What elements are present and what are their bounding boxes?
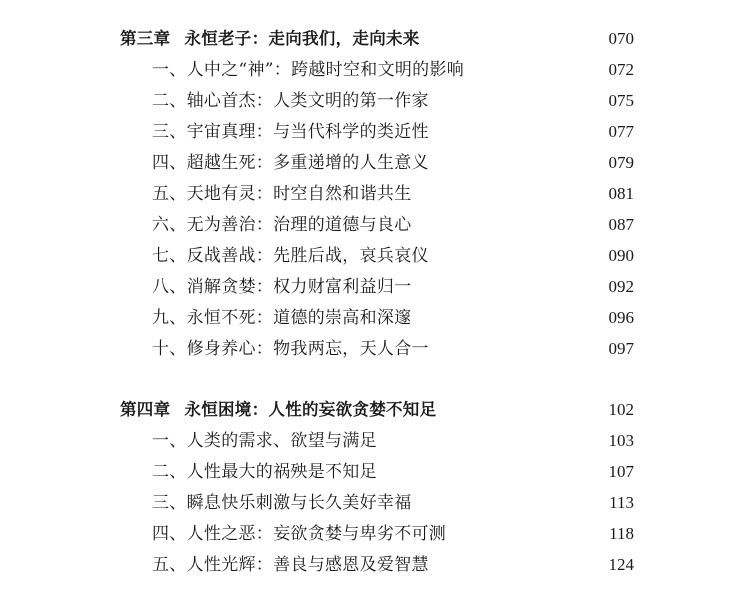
toc-entry[interactable] bbox=[0, 60, 750, 91]
chapter-title: 永恒困境：人性的妄欲贪婪不知足 bbox=[184, 400, 437, 419]
toc-entry[interactable] bbox=[0, 246, 750, 277]
toc-entry-title: 三、宇宙真理：与当代科学的类近性 bbox=[152, 122, 429, 142]
page-number: 096 bbox=[608, 308, 634, 327]
page-number: 107 bbox=[608, 462, 634, 481]
toc-entry-title: 五、天地有灵：时空自然和谐共生 bbox=[152, 184, 412, 204]
page-number: 090 bbox=[608, 246, 634, 265]
page-number: 097 bbox=[608, 339, 634, 358]
page-number: 113 bbox=[609, 493, 634, 512]
toc-entry[interactable] bbox=[0, 91, 750, 122]
page-number: 102 bbox=[608, 400, 634, 419]
toc-entry-title: 五、人性光辉：善良与感恩及爱智慧 bbox=[152, 555, 429, 575]
toc-entry-title: 九、永恒不死：道德的崇高和深邃 bbox=[152, 308, 412, 328]
toc-entry[interactable] bbox=[0, 339, 750, 370]
chapter-label: 第四章 bbox=[120, 400, 171, 419]
toc-entry-title: 二、轴心首杰：人类文明的第一作家 bbox=[152, 91, 429, 111]
toc-entry-title: 四、人性之恶：妄欲贪婪与卑劣不可测 bbox=[152, 524, 447, 544]
toc-entry-title: 六、无为善治：治理的道德与良心 bbox=[152, 215, 412, 235]
toc-entry[interactable] bbox=[0, 555, 750, 586]
toc-entry[interactable] bbox=[0, 493, 750, 524]
toc-entry[interactable] bbox=[0, 431, 750, 462]
toc-entry-title: 八、消解贪婪：权力财富利益归一 bbox=[152, 277, 412, 297]
toc-entry-title: 一、人类的需求、欲望与满足 bbox=[152, 431, 377, 451]
page-number: 124 bbox=[608, 555, 634, 574]
toc-entry[interactable] bbox=[0, 308, 750, 339]
page-number: 072 bbox=[608, 60, 634, 79]
toc-entry-title: 二、人性最大的祸殃是不知足 bbox=[152, 462, 377, 482]
toc-entry-title: 七、反战善战：先胜后战，哀兵哀仪 bbox=[152, 246, 429, 266]
toc-entry[interactable] bbox=[0, 184, 750, 215]
chapter-heading[interactable] bbox=[0, 29, 750, 60]
toc-entry-title: 十、修身养心：物我两忘，天人合一 bbox=[152, 339, 429, 359]
chapter-title: 永恒老子：走向我们，走向未来 bbox=[184, 29, 420, 48]
toc-entry-title: 一、人中之“神”：跨越时空和文明的影响 bbox=[152, 60, 465, 80]
page-number: 087 bbox=[608, 215, 634, 234]
toc-entry-title: 四、超越生死：多重递增的人生意义 bbox=[152, 153, 429, 173]
page-number: 103 bbox=[608, 431, 634, 450]
toc-entry[interactable] bbox=[0, 277, 750, 308]
chapter-heading[interactable] bbox=[0, 400, 750, 431]
page-number: 079 bbox=[608, 153, 634, 172]
page-number: 118 bbox=[609, 524, 634, 543]
toc-entry[interactable] bbox=[0, 524, 750, 555]
toc-entry-title: 三、瞬息快乐刺激与长久美好幸福 bbox=[152, 493, 412, 513]
page-number: 070 bbox=[608, 29, 634, 48]
page-number: 092 bbox=[608, 277, 634, 296]
toc-entry[interactable] bbox=[0, 122, 750, 153]
page-number: 075 bbox=[608, 91, 634, 110]
toc-entry[interactable] bbox=[0, 153, 750, 184]
page-number: 077 bbox=[608, 122, 634, 141]
toc-entry[interactable] bbox=[0, 462, 750, 493]
chapter-label: 第三章 bbox=[120, 29, 171, 48]
toc-entry[interactable] bbox=[0, 215, 750, 246]
page-number: 081 bbox=[608, 184, 634, 203]
